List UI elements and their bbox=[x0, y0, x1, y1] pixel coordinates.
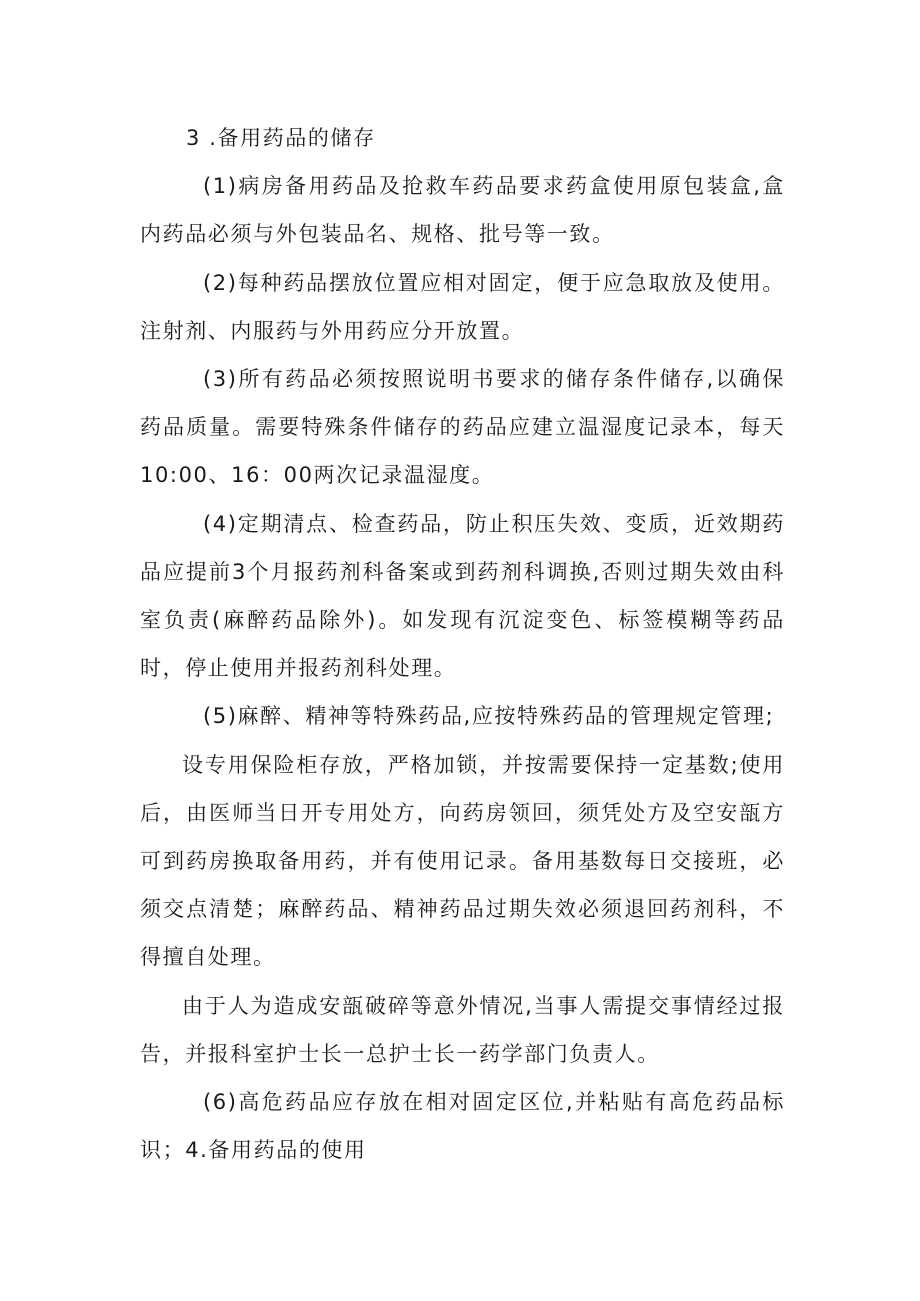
document-body bbox=[140, 114, 785, 1174]
paragraph-1: (1)病房备用药品及抢救车药品要求药盒使用原包装盒,盒内药品必须与外包装品名、规格、批号等一致。 bbox=[140, 174, 785, 247]
paragraph-3: (3)所有药品必须按照说明书要求的储存条件储存,以确保药品质量。需要特殊条件储存的药品应建立温湿度记录本，每天10:00、16：00两次记录温湿度。 bbox=[140, 367, 785, 488]
section-heading: 3 .备用药品的储存 bbox=[186, 126, 376, 150]
paragraph-8: (6)高危药品应存放在相对固定区位,并粘贴有高危药品标识；4.备用药品的使用 bbox=[140, 1090, 785, 1163]
paragraph-5: (5)麻醉、精神等特殊药品,应按特殊药品的管理规定管理; bbox=[203, 704, 775, 729]
paragraph-4: (4)定期清点、检查药品，防止积压失效、变质，近效期药品应提前3个月报药剂科备案或到药剂科调换,否则过期失效由科室负责(麻醉药品除外)。如发现有沉淀变色、标签模糊等药品时，停止使用并报药剂科处理。 bbox=[140, 511, 785, 681]
paragraph-6: 设专用保险柜存放，严格加锁，并按需要保持一定基数;使用后，由医师当日开专用处方，向药房领回，须凭处方及空安瓿方可到药房换取备用药，并有使用记录。备用基数每日交接班，必须交点清楚；麻醉药品、精神药品过期失效必须退回药剂科，不得擅自处理。 bbox=[140, 752, 785, 970]
paragraph-2: (2)每种药品摆放位置应相对固定，便于应急取放及使用。注射剂、内服药与外用药应分开放置。 bbox=[140, 270, 785, 343]
paragraph-7: 由于人为造成安瓿破碎等意外情况,当事人需提交事情经过报告，并报科室护士长一总护士长一药学部门负责人。 bbox=[140, 993, 785, 1066]
